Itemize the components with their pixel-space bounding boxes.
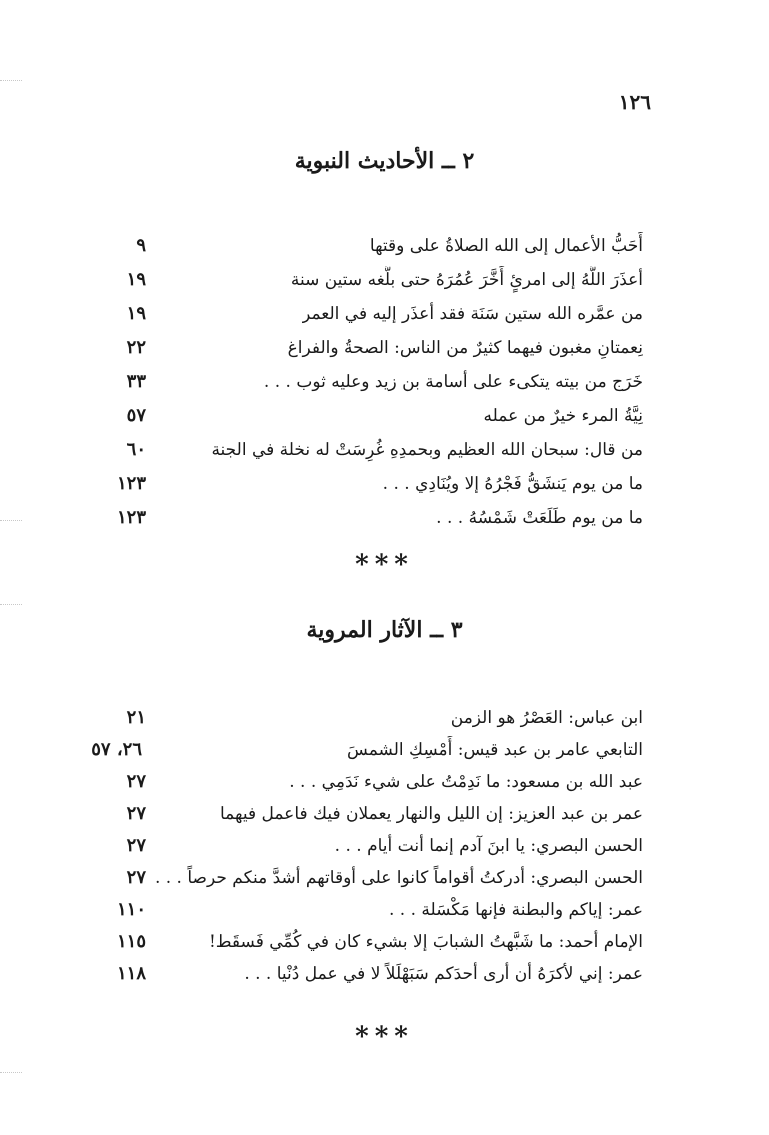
scan-margin-mark xyxy=(0,80,22,81)
hadith-index-list xyxy=(0,232,769,538)
entry-text: ما من يوم يَنشَقُّ فَجْرُهُ إلا ويُنَادِي . . . xyxy=(382,474,643,494)
entry-text: عمر: إياكم والبطنة فإنها مَكْسَلة . . . xyxy=(388,900,643,920)
entry-page-ref: ٢٧ xyxy=(126,835,146,856)
index-entry xyxy=(0,470,769,504)
entry-page-ref: ٢٧ xyxy=(126,867,146,888)
index-entry xyxy=(0,800,769,832)
index-entry xyxy=(0,334,769,368)
entry-text: من عمَّره الله ستين سَنَة فقد أعذَر إليه في العمر xyxy=(302,304,643,324)
entry-text: خَرَج من بيته يتكىء على أسامة بن زيد وعليه ثوب . . . xyxy=(263,372,643,392)
index-entry xyxy=(0,896,769,928)
entry-text: نِعمتانِ مغبون فيهما كثيرٌ من الناس: الصحةُ والفراغ xyxy=(287,338,643,358)
entry-text: عبد الله بن مسعود: ما نَدِمْتُ على شيء نَدَمِي . . . xyxy=(289,772,643,792)
entry-page-ref: ٥٧ xyxy=(126,405,146,426)
scan-margin-mark xyxy=(0,1072,22,1073)
entry-page-ref: ٩ xyxy=(136,235,146,256)
section-heading-athar: ٣ ــ الآثار المروية xyxy=(306,617,463,643)
entry-text: أعذَرَ اللَّهُ إلى امرئٍ أَخَّرَ عُمُرَهُ حتى بلَّغه ستين سنة xyxy=(290,270,643,290)
entry-text: التابعي عامر بن عبد قيس: أَمْسِكِ الشمسَ xyxy=(347,740,643,760)
entry-page-ref: ١١٨ xyxy=(116,963,146,984)
entry-page-ref: ٢٦، ٥٧ xyxy=(91,739,142,760)
index-entry xyxy=(0,768,769,800)
index-entry xyxy=(0,928,769,960)
index-entry xyxy=(0,266,769,300)
index-entry xyxy=(0,504,769,538)
section-separator: *** xyxy=(355,550,414,580)
index-entry xyxy=(0,960,769,992)
entry-page-ref: ٦٠ xyxy=(126,439,146,460)
scan-margin-mark xyxy=(0,520,22,521)
entry-page-ref: ١٢٣ xyxy=(116,507,146,528)
entry-text: ابن عباس: العَصْرُ هو الزمن xyxy=(450,708,643,728)
entry-text: نِيَّةُ المرء خيرٌ من عمله xyxy=(483,406,643,426)
athar-index-list xyxy=(0,704,769,992)
entry-page-ref: ١١٠ xyxy=(116,899,146,920)
entry-text: عمر بن عبد العزيز: إن الليل والنهار يعملان فيك فاعمل فيهما xyxy=(219,804,643,824)
entry-page-ref: ١١٥ xyxy=(116,931,146,952)
index-entry xyxy=(0,300,769,334)
entry-page-ref: ٢١ xyxy=(126,707,146,728)
entry-text: عمر: إني لأكرَهُ أن أرى أحدَكم سَبَهْلَلاً لا في عمل دُنْيا . . . xyxy=(244,964,643,984)
entry-text: أَحَبُّ الأعمال إلى الله الصلاةُ على وقتها xyxy=(369,236,643,256)
page-number: ١٢٦ xyxy=(618,90,651,114)
index-entry xyxy=(0,832,769,864)
index-entry xyxy=(0,704,769,736)
entry-text: الحسن البصري: أدركتُ أقواماً كانوا على أوقاتهم أشدَّ منكم حرصاً . . . xyxy=(154,868,643,888)
index-entry xyxy=(0,864,769,896)
index-entry xyxy=(0,402,769,436)
index-entry xyxy=(0,436,769,470)
scan-margin-mark xyxy=(0,604,22,605)
entry-text: الإمام أحمد: ما شَبَّهتُ الشبابَ إلا بشيء كان في كُمِّي فَسقَط! xyxy=(208,932,643,952)
entry-page-ref: ١٢٣ xyxy=(116,473,146,494)
entry-page-ref: ٢٧ xyxy=(126,803,146,824)
index-entry xyxy=(0,368,769,402)
entry-page-ref: ٢٧ xyxy=(126,771,146,792)
entry-page-ref: ٣٣ xyxy=(126,371,146,392)
entry-page-ref: ١٩ xyxy=(126,303,146,324)
entry-text: ما من يوم طَلَعَتْ شَمْسُهُ . . . xyxy=(436,508,643,528)
section-separator: *** xyxy=(355,1022,414,1052)
index-entry xyxy=(0,232,769,266)
entry-page-ref: ١٩ xyxy=(126,269,146,290)
entry-page-ref: ٢٢ xyxy=(126,337,146,358)
section-heading-hadith: ٢ ــ الأحاديث النبوية xyxy=(294,148,475,174)
entry-text: الحسن البصري: يا ابنَ آدم إنما أنت أيام . . . xyxy=(334,836,643,856)
entry-text: من قال: سبحان الله العظيم وبحمدِهِ غُرِسَتْ له نخلة في الجنة xyxy=(211,440,643,460)
index-entry xyxy=(0,736,769,768)
